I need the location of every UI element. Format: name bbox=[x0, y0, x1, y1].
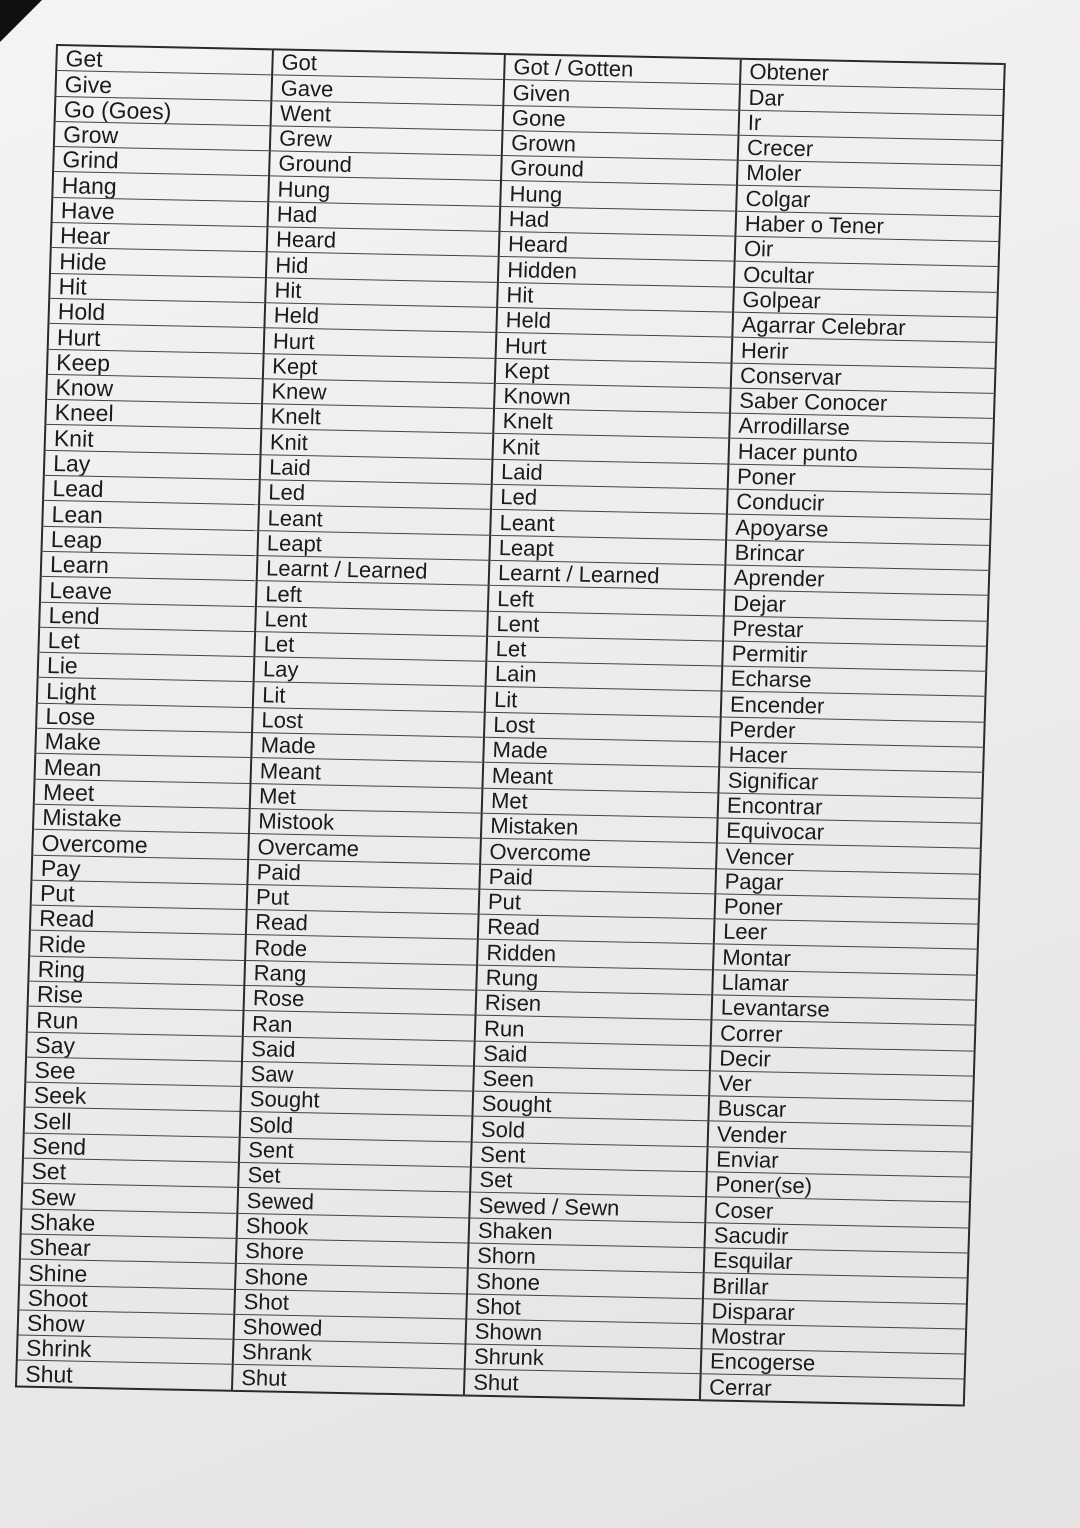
spanish-translation-cell: Sacudir bbox=[705, 1222, 970, 1253]
past-simple-cell: Shut bbox=[232, 1365, 465, 1395]
past-participle-cell: Held bbox=[496, 307, 733, 337]
past-simple-cell: Sent bbox=[239, 1137, 472, 1167]
past-simple-cell: Ran bbox=[243, 1011, 476, 1041]
base-form-cell: Set bbox=[22, 1158, 239, 1188]
base-form-cell: Meet bbox=[34, 779, 251, 809]
past-simple-cell: Leapt bbox=[257, 530, 490, 560]
spanish-translation-cell: Brincar bbox=[725, 540, 990, 571]
past-participle-cell: Heard bbox=[499, 232, 736, 262]
past-participle-cell: Seen bbox=[473, 1066, 710, 1096]
past-simple-cell: Led bbox=[259, 480, 492, 510]
past-simple-cell: Overcame bbox=[248, 834, 481, 864]
past-participle-cell: Shone bbox=[467, 1268, 704, 1298]
base-form-cell: Sew bbox=[21, 1183, 238, 1213]
past-participle-cell: Said bbox=[474, 1041, 711, 1071]
base-form-cell: Lend bbox=[39, 602, 256, 632]
past-simple-cell: Lay bbox=[254, 657, 487, 687]
past-participle-cell: Ridden bbox=[477, 940, 714, 970]
spanish-translation-cell: Equivocar bbox=[717, 818, 982, 849]
base-form-cell: Hold bbox=[48, 298, 265, 328]
base-form-cell: Sell bbox=[24, 1108, 241, 1138]
past-participle-cell: Leant bbox=[490, 510, 727, 540]
spanish-translation-cell: Conducir bbox=[727, 489, 992, 520]
past-participle-cell: Lain bbox=[486, 661, 723, 691]
base-form-cell: Knit bbox=[45, 425, 262, 455]
spanish-translation-cell: Dejar bbox=[724, 590, 989, 621]
past-participle-cell: Lit bbox=[485, 687, 722, 717]
past-participle-cell: Made bbox=[483, 737, 720, 767]
base-form-cell: Let bbox=[38, 627, 255, 657]
spanish-translation-cell: Esquilar bbox=[704, 1248, 969, 1279]
spanish-translation-cell: Apoyarse bbox=[726, 514, 991, 545]
base-form-cell: Read bbox=[30, 905, 247, 935]
past-participle-cell: Shorn bbox=[468, 1243, 705, 1273]
base-form-cell: Hurt bbox=[48, 324, 265, 354]
past-simple-cell: Lost bbox=[252, 707, 485, 737]
base-form-cell: Lead bbox=[43, 475, 260, 505]
spanish-translation-cell: Montar bbox=[713, 944, 978, 975]
past-participle-cell: Left bbox=[488, 586, 725, 616]
past-simple-cell: Read bbox=[246, 910, 479, 940]
past-simple-cell: Lit bbox=[253, 682, 486, 712]
past-participle-cell: Shaken bbox=[469, 1218, 706, 1248]
past-participle-cell: Paid bbox=[479, 864, 716, 894]
spanish-translation-cell: Coser bbox=[705, 1197, 970, 1228]
past-simple-cell: Got bbox=[272, 49, 505, 79]
base-form-cell: Overcome bbox=[32, 829, 249, 859]
past-participle-cell: Overcome bbox=[480, 838, 717, 868]
past-participle-cell: Run bbox=[475, 1015, 712, 1045]
past-participle-cell: Sold bbox=[472, 1117, 709, 1147]
base-form-cell: Hear bbox=[51, 223, 268, 253]
base-form-cell: Lay bbox=[44, 450, 261, 480]
spanish-translation-cell: Hacer bbox=[719, 742, 984, 773]
past-simple-cell: Shot bbox=[234, 1289, 467, 1319]
base-form-cell: Lose bbox=[36, 703, 253, 733]
past-participle-cell: Hit bbox=[497, 282, 734, 312]
past-participle-cell: Mistaken bbox=[481, 813, 718, 843]
base-form-cell: Say bbox=[26, 1032, 243, 1062]
past-participle-cell: Grown bbox=[502, 130, 739, 160]
base-form-cell: Shake bbox=[21, 1209, 238, 1239]
spanish-translation-cell: Moler bbox=[737, 160, 1002, 191]
spanish-translation-cell: Golpear bbox=[733, 287, 998, 318]
past-participle-cell: Shot bbox=[466, 1294, 703, 1324]
past-simple-cell: Saw bbox=[241, 1061, 474, 1091]
past-simple-cell: Held bbox=[264, 303, 497, 333]
spanish-translation-cell: Dar bbox=[739, 85, 1004, 116]
verb-sheet bbox=[15, 44, 1004, 1406]
past-simple-cell: Went bbox=[271, 100, 504, 130]
spanish-translation-cell: Levantarse bbox=[711, 995, 976, 1026]
base-form-cell: Shut bbox=[16, 1360, 233, 1390]
past-participle-cell: Ground bbox=[501, 156, 738, 186]
past-participle-cell: Meant bbox=[482, 763, 719, 793]
past-simple-cell: Said bbox=[242, 1036, 475, 1066]
past-simple-cell: Rode bbox=[245, 935, 478, 965]
base-form-cell: Know bbox=[46, 374, 263, 404]
past-participle-cell: Hung bbox=[500, 181, 737, 211]
base-form-cell: Go (Goes) bbox=[55, 96, 272, 126]
past-participle-cell: Sent bbox=[471, 1142, 708, 1172]
past-simple-cell: Had bbox=[268, 202, 501, 232]
spanish-translation-cell: Haber o Tener bbox=[735, 211, 1000, 242]
spanish-translation-cell: Buscar bbox=[708, 1096, 973, 1127]
spanish-translation-cell: Llamar bbox=[712, 970, 977, 1001]
past-participle-cell: Met bbox=[482, 788, 719, 818]
spanish-translation-cell: Encogerse bbox=[701, 1349, 966, 1380]
base-form-cell: Hang bbox=[52, 172, 269, 202]
spanish-translation-cell: Herir bbox=[732, 337, 997, 368]
spanish-translation-cell: Arrodillarse bbox=[729, 413, 994, 444]
base-form-cell: Mistake bbox=[33, 804, 250, 834]
base-form-cell: Light bbox=[37, 678, 254, 708]
past-simple-cell: Ground bbox=[269, 151, 502, 181]
base-form-cell: Hit bbox=[49, 273, 266, 303]
past-participle-cell: Lent bbox=[487, 611, 724, 641]
spanish-translation-cell: Poner bbox=[728, 464, 993, 495]
past-simple-cell: Hid bbox=[266, 252, 499, 282]
past-participle-cell: Got / Gotten bbox=[504, 54, 741, 85]
spanish-translation-cell: Brillar bbox=[703, 1273, 968, 1304]
past-participle-cell: Shrunk bbox=[465, 1344, 702, 1374]
past-simple-cell: Set bbox=[238, 1162, 471, 1192]
photo-corner-shadow bbox=[0, 0, 42, 42]
past-participle-cell: Sought bbox=[472, 1091, 709, 1121]
past-participle-cell: Let bbox=[486, 636, 723, 666]
base-form-cell: Lie bbox=[38, 652, 255, 682]
past-simple-cell: Sought bbox=[240, 1087, 473, 1117]
past-participle-cell: Hurt bbox=[496, 333, 733, 363]
past-participle-cell: Lost bbox=[484, 712, 721, 742]
past-simple-cell: Rose bbox=[244, 985, 477, 1015]
spanish-translation-cell: Encontrar bbox=[718, 793, 983, 824]
past-simple-cell: Lent bbox=[255, 606, 488, 636]
past-participle-cell: Shut bbox=[464, 1369, 701, 1400]
spanish-translation-cell: Vender bbox=[708, 1121, 973, 1152]
past-simple-cell: Hung bbox=[268, 176, 501, 206]
past-participle-cell: Led bbox=[491, 484, 728, 514]
spanish-translation-cell: Ir bbox=[738, 110, 1003, 141]
spanish-translation-cell: Conservar bbox=[731, 363, 996, 394]
spanish-translation-cell: Pagar bbox=[715, 868, 980, 899]
past-simple-cell: Heard bbox=[267, 227, 500, 257]
base-form-cell: Give bbox=[55, 71, 272, 101]
past-simple-cell: Gave bbox=[271, 75, 504, 105]
past-simple-cell: Kept bbox=[263, 353, 496, 383]
base-form-cell: Shine bbox=[19, 1259, 236, 1289]
base-form-cell: Have bbox=[52, 197, 269, 227]
base-form-cell: Lean bbox=[42, 501, 259, 531]
past-simple-cell: Knelt bbox=[261, 404, 494, 434]
base-form-cell: Leap bbox=[42, 526, 259, 556]
base-form-cell: Make bbox=[35, 728, 252, 758]
past-simple-cell: Meant bbox=[251, 758, 484, 788]
past-participle-cell: Risen bbox=[476, 990, 713, 1020]
past-simple-cell: Shrank bbox=[233, 1339, 466, 1369]
spanish-translation-cell: Enviar bbox=[707, 1147, 972, 1178]
spanish-translation-cell: Decir bbox=[710, 1045, 975, 1076]
base-form-cell: Hide bbox=[50, 248, 267, 278]
base-form-cell: Grind bbox=[53, 147, 270, 177]
past-participle-cell: Read bbox=[478, 914, 715, 944]
spanish-translation-cell: Oir bbox=[735, 236, 1000, 267]
base-form-cell: See bbox=[25, 1057, 242, 1087]
spanish-translation-cell: Permitir bbox=[722, 641, 987, 672]
base-form-cell: Run bbox=[27, 1006, 244, 1036]
past-simple-cell: Mistook bbox=[249, 808, 482, 838]
base-form-cell: Shoot bbox=[18, 1285, 235, 1315]
past-participle-cell: Set bbox=[470, 1167, 707, 1197]
spanish-translation-cell: Poner(se) bbox=[706, 1172, 971, 1203]
past-simple-cell: Learnt / Learned bbox=[257, 556, 490, 586]
past-simple-cell: Met bbox=[250, 783, 483, 813]
past-simple-cell: Sold bbox=[240, 1112, 473, 1142]
base-form-cell: Ride bbox=[29, 931, 246, 961]
past-simple-cell: Rang bbox=[244, 960, 477, 990]
past-participle-cell: Given bbox=[503, 80, 740, 110]
base-form-cell: Kneel bbox=[45, 400, 262, 430]
base-form-cell: Mean bbox=[35, 754, 252, 784]
past-participle-cell: Hidden bbox=[498, 257, 735, 287]
past-simple-cell: Sewed bbox=[237, 1188, 470, 1218]
past-simple-cell: Let bbox=[254, 631, 487, 661]
spanish-translation-cell: Hacer punto bbox=[728, 439, 993, 470]
spanish-translation-cell: Mostrar bbox=[701, 1324, 966, 1355]
past-simple-cell: Showed bbox=[234, 1314, 467, 1344]
past-participle-cell: Shown bbox=[465, 1319, 702, 1349]
past-simple-cell: Shone bbox=[235, 1264, 468, 1294]
spanish-translation-cell: Prestar bbox=[723, 616, 988, 647]
spanish-translation-cell: Leer bbox=[714, 919, 979, 950]
base-form-cell: Get bbox=[56, 45, 273, 75]
base-form-cell: Leave bbox=[40, 577, 257, 607]
spanish-translation-cell: Perder bbox=[720, 717, 985, 748]
base-form-cell: Seek bbox=[25, 1082, 242, 1112]
spanish-translation-cell: Colgar bbox=[736, 186, 1001, 217]
spanish-translation-cell: Correr bbox=[711, 1020, 976, 1051]
past-simple-cell: Laid bbox=[260, 454, 493, 484]
spanish-translation-cell: Saber Conocer bbox=[730, 388, 995, 419]
spanish-translation-cell: Obtener bbox=[740, 59, 1005, 90]
spanish-translation-cell: Agarrar Celebrar bbox=[732, 312, 997, 343]
past-simple-cell: Knew bbox=[262, 379, 495, 409]
irregular-verbs-table bbox=[15, 44, 1006, 1406]
past-simple-cell: Grew bbox=[270, 126, 503, 156]
past-simple-cell: Made bbox=[251, 733, 484, 763]
past-simple-cell: Put bbox=[247, 884, 480, 914]
spanish-translation-cell: Aprender bbox=[725, 565, 990, 596]
base-form-cell: Rise bbox=[28, 981, 245, 1011]
base-form-cell: Keep bbox=[47, 349, 264, 379]
past-participle-cell: Leapt bbox=[489, 535, 726, 565]
spanish-translation-cell: Vencer bbox=[716, 843, 981, 874]
past-simple-cell: Left bbox=[256, 581, 489, 611]
spanish-translation-cell: Echarse bbox=[722, 666, 987, 697]
past-participle-cell: Rung bbox=[476, 965, 713, 995]
base-form-cell: Grow bbox=[54, 121, 271, 151]
base-form-cell: Put bbox=[31, 880, 248, 910]
past-simple-cell: Shore bbox=[236, 1238, 469, 1268]
past-participle-cell: Learnt / Learned bbox=[489, 560, 726, 590]
base-form-cell: Pay bbox=[31, 855, 248, 885]
base-form-cell: Learn bbox=[41, 551, 258, 581]
past-simple-cell: Paid bbox=[247, 859, 480, 889]
past-participle-cell: Kept bbox=[495, 358, 732, 388]
past-participle-cell: Laid bbox=[492, 459, 729, 489]
spanish-translation-cell: Encender bbox=[721, 691, 986, 722]
spanish-translation-cell: Cerrar bbox=[700, 1374, 965, 1405]
past-simple-cell: Hit bbox=[265, 277, 498, 307]
verb-table-body bbox=[16, 45, 1005, 1405]
spanish-translation-cell: Disparar bbox=[702, 1298, 967, 1329]
base-form-cell: Send bbox=[23, 1133, 240, 1163]
past-participle-cell: Knit bbox=[493, 434, 730, 464]
past-participle-cell: Known bbox=[494, 383, 731, 413]
past-participle-cell: Had bbox=[499, 206, 736, 236]
past-participle-cell: Sewed / Sewn bbox=[469, 1192, 706, 1222]
past-participle-cell: Put bbox=[479, 889, 716, 919]
past-simple-cell: Hurt bbox=[264, 328, 497, 358]
spanish-translation-cell: Significar bbox=[718, 767, 983, 798]
past-simple-cell: Knit bbox=[261, 429, 494, 459]
spanish-translation-cell: Poner bbox=[715, 894, 980, 925]
spanish-translation-cell: Ver bbox=[709, 1071, 974, 1102]
base-form-cell: Shrink bbox=[17, 1335, 234, 1365]
past-simple-cell: Shook bbox=[237, 1213, 470, 1243]
past-participle-cell: Knelt bbox=[493, 409, 730, 439]
base-form-cell: Ring bbox=[28, 956, 245, 986]
spanish-translation-cell: Crecer bbox=[738, 135, 1003, 166]
past-participle-cell: Gone bbox=[503, 105, 740, 135]
base-form-cell: Show bbox=[18, 1310, 235, 1340]
spanish-translation-cell: Ocultar bbox=[734, 262, 999, 293]
past-simple-cell: Leant bbox=[258, 505, 491, 535]
base-form-cell: Shear bbox=[20, 1234, 237, 1264]
